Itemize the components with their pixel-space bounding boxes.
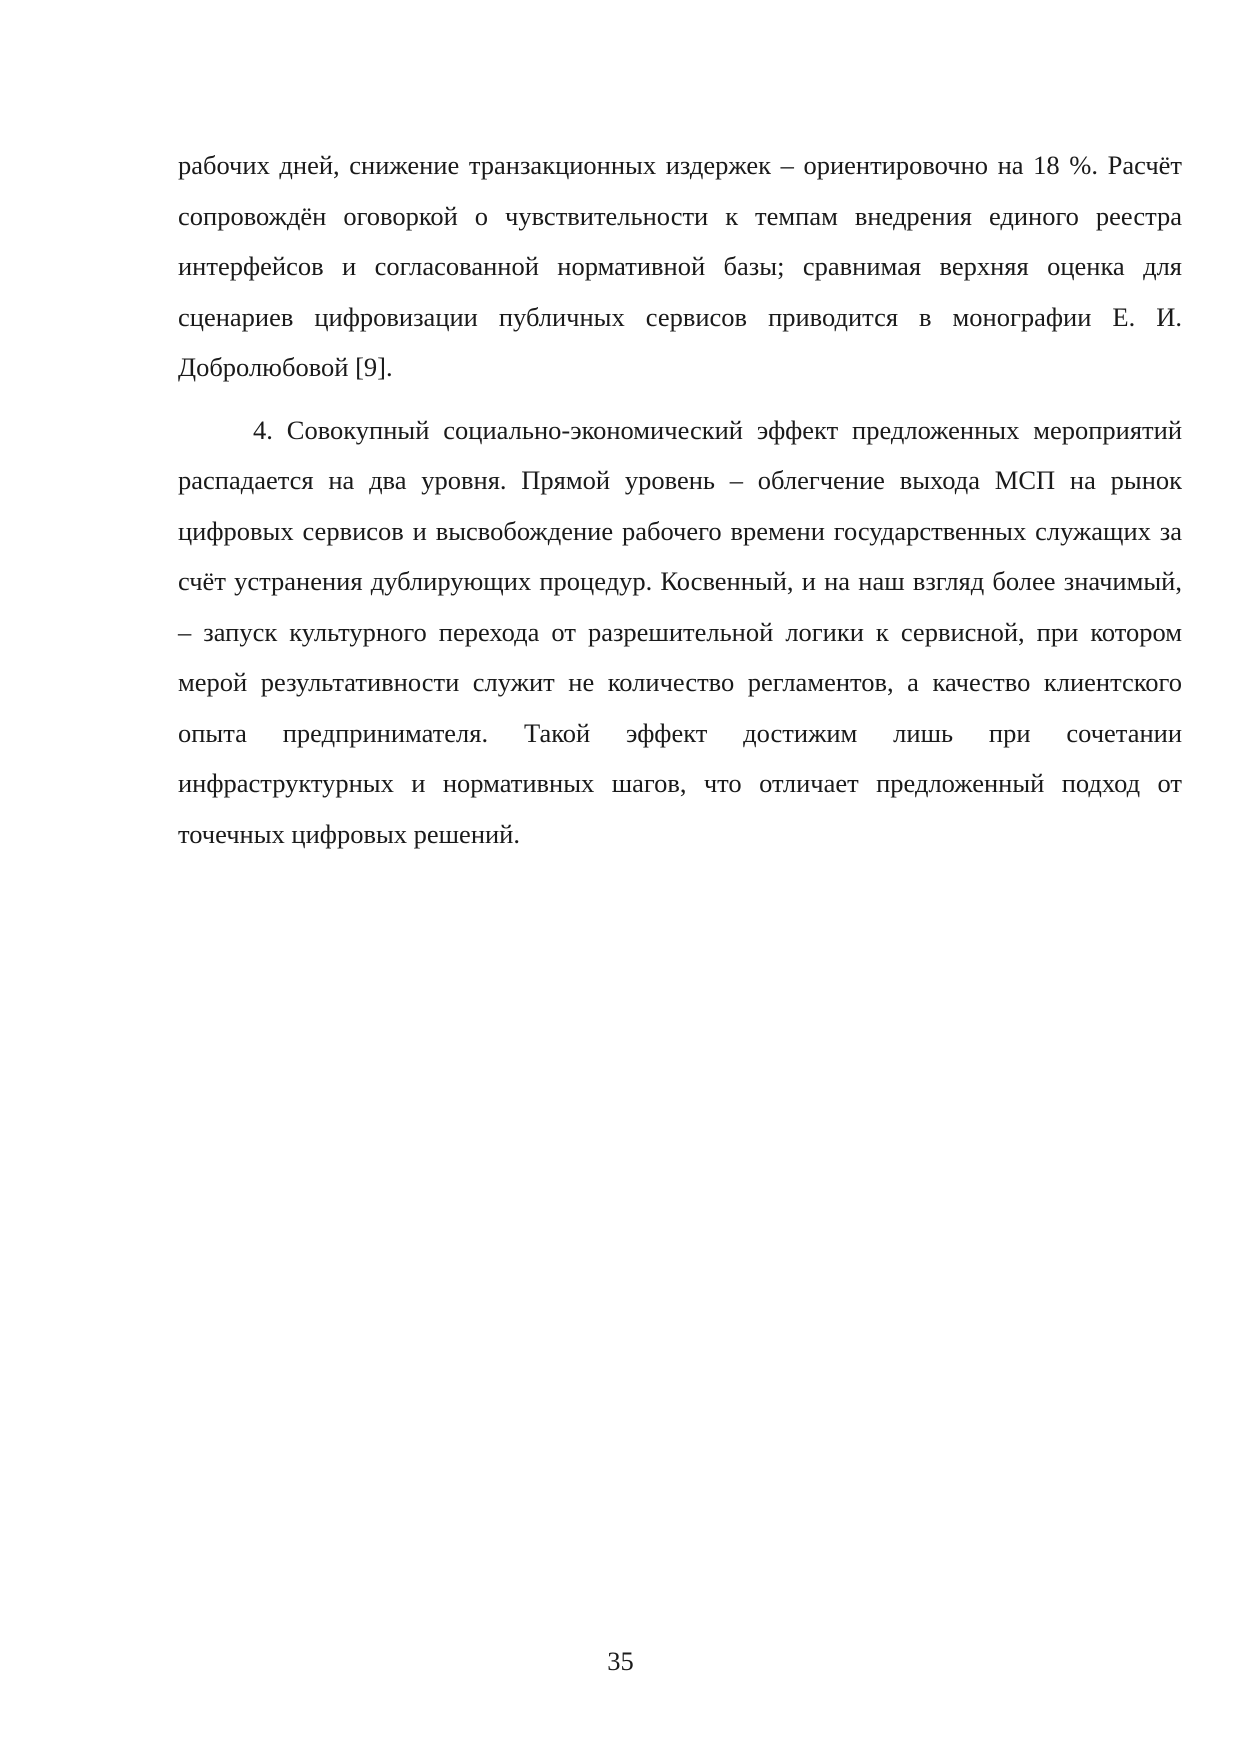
body-text bbox=[178, 140, 1182, 859]
paragraph-continuation: рабочих дней, снижение транзакционных издержек – ориентировочно на 18 %. Расчёт сопровождён оговоркой о чувствительности к темпам внедрения единого реестра интерфейсов и согласованной нормативной базы; сравнимая верхняя оценка для сценариев цифровизации публичных сервисов приводится в монографии Е. И. Добролюбовой [9]. bbox=[178, 150, 1182, 382]
page-number: 35 bbox=[607, 1646, 634, 1676]
paragraph-item-4: 4. Совокупный социально-экономический эффект предложенных мероприятий распадается на два уровня. Прямой уровень – облегчение выхода МСП на рынок цифровых сервисов и высвобождение рабочего времени государственных служащих за счёт устранения дублирующих процедур. Косвенный, и на наш взгляд более значимый, – запуск культурного перехода от разрешительной логики к сервисной, при котором мерой результативности служит не количество регламентов, а качество клиентского опыта предпринимателя. Такой эффект достижим лишь при сочетании инфраструктурных и нормативных шагов, что отличает предложенный подход от точечных цифровых решений. bbox=[178, 414, 1182, 849]
